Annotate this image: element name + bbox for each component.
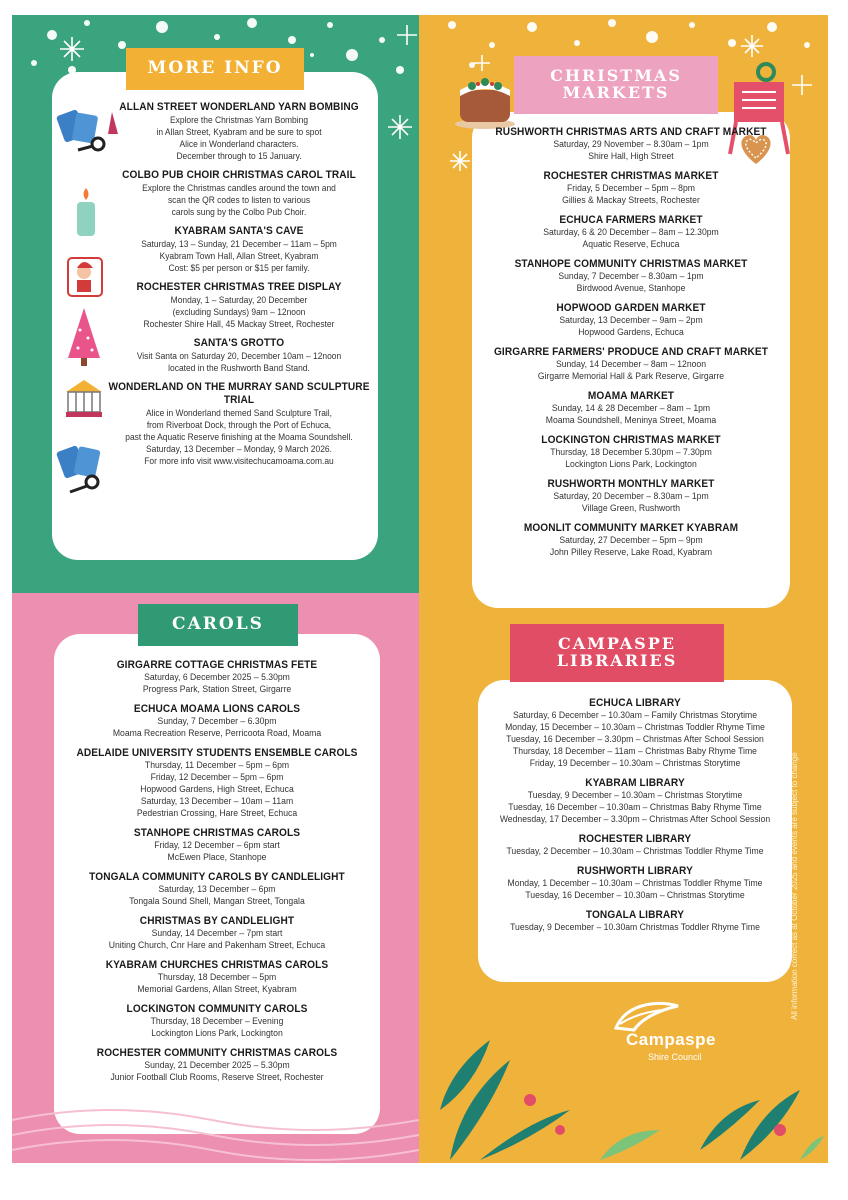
event-detail: Tuesday, 16 December – 10.30am – Christmas Storytime — [525, 890, 745, 901]
event-detail: Sunday, 14 December – 8am – 12noon — [555, 359, 707, 370]
event-detail: December through to 15 January. — [176, 150, 302, 161]
event-detail: Sunday, 7 December – 6.30pm — [157, 716, 277, 727]
event-detail: Saturday, 13 December – 9am – 2pm — [559, 315, 703, 326]
carols-heading-text: CAROLS — [172, 614, 264, 635]
event-title: ROCHESTER CHRISTMAS TREE DISPLAY — [136, 281, 342, 293]
event-detail: Thursday, 18 December – Evening — [150, 1016, 284, 1027]
event-detail: Hopwood Gardens, Echuca — [578, 327, 684, 338]
side-note-text: All information correct as at October 2025 and events are subject to change — [790, 752, 799, 1020]
event-item — [480, 126, 782, 163]
christmas-cake-icon — [450, 66, 520, 132]
event-detail: Alice in Wonderland themed Sand Sculpture Trail, — [145, 407, 333, 418]
event-detail: scan the QR codes to listen to various — [167, 194, 311, 205]
event-item — [484, 865, 786, 902]
logo-sub: Shire Council — [648, 1052, 702, 1062]
event-title: RUSHWORTH LIBRARY — [577, 865, 693, 877]
event-detail: McEwen Place, Stanhope — [167, 852, 267, 863]
event-detail: Visit Santa on Saturday 20, December 10am – 12noon — [136, 350, 342, 361]
event-item — [484, 697, 786, 770]
event-detail: Saturday, 20 December – 8.30am – 1pm — [553, 491, 709, 502]
event-detail: Friday, 5 December – 5pm – 8pm — [567, 183, 695, 194]
event-detail: Friday, 19 December – 10.30am – Christmas Storytime — [529, 758, 741, 769]
event-item — [484, 909, 786, 934]
event-detail: from Riverboat Dock, through the Port of Echuca, — [146, 419, 332, 430]
event-title: LOCKINGTON CHRISTMAS MARKET — [541, 434, 721, 446]
event-detail: Explore the Christmas candles around the town and — [142, 182, 336, 193]
event-title: LOCKINGTON COMMUNITY CAROLS — [126, 1003, 308, 1015]
event-detail: Sunday, 14 December – 7pm start — [151, 928, 283, 939]
event-item — [96, 281, 382, 330]
event-title: ROCHESTER COMMUNITY CHRISTMAS CAROLS — [96, 1047, 338, 1059]
event-detail: Sunday, 7 December – 8.30am – 1pm — [558, 271, 704, 282]
event-detail: Moama Soundshell, Meninya Street, Moama — [545, 415, 717, 426]
event-item — [480, 346, 782, 383]
event-title: GIRGARRE COTTAGE CHRISTMAS FETE — [116, 659, 318, 671]
leaf-icon — [420, 990, 828, 1162]
logo-name: Campaspe — [626, 1030, 716, 1049]
event-detail: Birdwood Avenue, Stanhope — [576, 283, 686, 294]
event-title: WONDERLAND ON THE MURRAY SAND SCULPTURE TRIAL — [108, 381, 370, 406]
event-title: TONGALA LIBRARY — [585, 909, 685, 921]
event-item — [64, 703, 370, 740]
event-detail: Sunday, 14 & 28 December – 8am – 1pm — [551, 403, 711, 414]
more-info-heading-text: MORE INFO — [147, 58, 283, 79]
libraries-heading — [510, 624, 724, 682]
event-detail: Junior Football Club Rooms, Reserve Street, Rochester — [110, 1072, 324, 1083]
event-title: KYABRAM LIBRARY — [585, 777, 685, 789]
event-detail: For more info visit www.visitechucamoama.com.au — [144, 455, 334, 466]
event-title: TONGALA COMMUNITY CAROLS BY CANDLELIGHT — [89, 871, 345, 883]
event-detail: Saturday, 6 December 2025 – 5.30pm — [144, 672, 290, 683]
event-item — [64, 659, 370, 696]
event-detail: Rochester Shire Hall, 45 Mackay Street, Rochester — [143, 318, 335, 329]
event-title: ROCHESTER LIBRARY — [578, 833, 692, 845]
markets-heading-line2: MARKETS — [562, 83, 670, 102]
event-detail: Tuesday, 9 December – 10.30am Christmas Toddler Rhyme Time — [510, 922, 760, 933]
event-item — [64, 1047, 370, 1084]
event-detail: Hopwood Gardens, High Street, Echuca — [140, 784, 294, 795]
event-title: STANHOPE COMMUNITY CHRISTMAS MARKET — [514, 258, 748, 270]
event-item — [96, 101, 382, 162]
event-detail: Thursday, 18 December – 11am – Christmas Baby Rhyme Time — [513, 746, 757, 757]
event-item — [64, 871, 370, 908]
event-detail: Gillies & Mackay Streets, Rochester — [562, 195, 700, 206]
event-detail: Saturday, 29 November – 8.30am – 1pm — [553, 139, 709, 150]
event-detail: Uniting Church, Cnr Hare and Pakenham Street, Echuca — [108, 940, 326, 951]
side-note — [790, 740, 802, 1020]
event-detail: Shire Hall, High Street — [588, 151, 674, 162]
event-item — [64, 1003, 370, 1040]
event-detail: Explore the Christmas Yarn Bombing — [169, 114, 309, 125]
event-title: GIRGARRE FARMERS' PRODUCE AND CRAFT MARKET — [493, 346, 769, 358]
event-detail: Tuesday, 9 December – 10.30am – Christmas Storytime — [527, 790, 743, 801]
event-item — [96, 225, 382, 274]
event-detail: Lockington Lions Park, Lockington — [565, 459, 697, 470]
event-detail: (excluding Sundays) 9am – 12noon — [172, 306, 306, 317]
carols-heading — [138, 604, 298, 646]
event-item — [484, 777, 786, 826]
event-title: RUSHWORTH CHRISTMAS ARTS AND CRAFT MARKET — [495, 126, 767, 138]
event-detail: Tongala Sound Shell, Mangan Street, Tongala — [129, 896, 305, 907]
event-title: ROCHESTER CHRISTMAS MARKET — [543, 170, 719, 182]
event-item — [96, 381, 382, 467]
event-detail: Wednesday, 17 December – 3.30pm – Christmas After School Session — [499, 814, 771, 825]
event-title: STANHOPE CHRISTMAS CAROLS — [133, 827, 301, 839]
leaf-icon — [12, 1080, 419, 1163]
event-item — [480, 214, 782, 251]
markets-list — [480, 126, 782, 566]
event-detail: Kyabram Town Hall, Allan Street, Kyabram — [159, 250, 319, 261]
event-detail: in Allan Street, Kyabram and be sure to spot — [156, 126, 322, 137]
event-detail: Saturday, 27 December – 5pm – 9pm — [559, 535, 703, 546]
event-detail: Tuesday, 2 December – 10.30am – Christmas Toddler Rhyme Time — [506, 846, 764, 857]
event-detail: Saturday, 6 December – 10.30am – Family Christmas Storytime — [512, 710, 758, 721]
event-item — [480, 170, 782, 207]
event-title: ADELAIDE UNIVERSITY STUDENTS ENSEMBLE CAROLS — [76, 747, 358, 759]
event-detail: Saturday, 13 – Sunday, 21 December – 11am – 5pm — [141, 238, 337, 249]
event-detail: Friday, 12 December – 5pm – 6pm — [150, 772, 284, 783]
event-item — [96, 337, 382, 374]
more-info-heading — [126, 48, 304, 90]
event-detail: Moama Recreation Reserve, Perricoota Road, Moama — [112, 728, 322, 739]
event-detail: located in the Rushworth Band Stand. — [168, 362, 310, 373]
event-title: MOAMA MARKET — [587, 390, 675, 402]
event-detail: Monday, 15 December – 10.30am – Christmas Toddler Rhyme Time — [505, 722, 765, 733]
event-title: CHRISTMAS BY CANDLELIGHT — [139, 915, 295, 927]
libraries-heading-line2: LIBRARIES — [556, 651, 678, 670]
event-item — [480, 522, 782, 559]
event-item — [64, 827, 370, 864]
event-title: HOPWOOD GARDEN MARKET — [556, 302, 706, 314]
markets-heading — [514, 56, 718, 114]
event-title: KYABRAM SANTA'S CAVE — [174, 225, 304, 237]
event-detail: Pedestrian Crossing, Hare Street, Echuca — [136, 808, 298, 819]
event-detail: Memorial Gardens, Allan Street, Kyabram — [137, 984, 297, 995]
event-item — [480, 258, 782, 295]
event-detail: carols sung by the Colbo Pub Choir. — [171, 206, 307, 217]
event-detail: Thursday, 18 December 5.30pm – 7.30pm — [550, 447, 712, 458]
event-title: RUSHWORTH MONTHLY MARKET — [547, 478, 715, 490]
event-detail: Sunday, 21 December 2025 – 5.30pm — [144, 1060, 290, 1071]
event-title: ECHUCA LIBRARY — [589, 697, 681, 709]
event-item — [64, 915, 370, 952]
event-detail: John Pilley Reserve, Lake Road, Kyabram — [549, 547, 713, 558]
event-detail: Monday, 1 December – 10.30am – Christmas Toddler Rhyme Time — [507, 878, 763, 889]
event-title: ALLAN STREET WONDERLAND YARN BOMBING — [119, 101, 359, 113]
event-detail: Tuesday, 16 December – 10.30am – Christmas Baby Rhyme Time — [508, 802, 762, 813]
event-item — [64, 959, 370, 996]
event-detail: Saturday, 13 December – 10am – 11am — [140, 796, 294, 807]
event-detail: Friday, 12 December – 6pm start — [154, 840, 280, 851]
event-item — [484, 833, 786, 858]
event-detail: Saturday, 6 & 20 December – 8am – 12.30pm — [543, 227, 719, 238]
event-detail: Saturday, 13 December – Monday, 9 March 2026. — [146, 443, 332, 454]
markets-heading-line1: CHRISTMAS — [550, 66, 682, 86]
event-detail: Monday, 1 – Saturday, 20 December — [170, 294, 308, 305]
event-detail: Progress Park, Station Street, Girgarre — [142, 684, 292, 695]
event-detail: Cost: $5 per person or $15 per family. — [168, 262, 310, 273]
more-info-list — [96, 101, 382, 474]
event-detail: Thursday, 18 December – 5pm — [157, 972, 277, 983]
event-item — [96, 169, 382, 218]
event-title: SANTA'S GROTTO — [193, 337, 285, 349]
event-detail: Saturday, 13 December – 6pm — [158, 884, 276, 895]
event-title: MOONLIT COMMUNITY MARKET KYABRAM — [523, 522, 739, 534]
event-detail: Aquatic Reserve, Echuca — [582, 239, 680, 250]
event-detail: Village Green, Rushworth — [581, 503, 681, 514]
event-item — [480, 434, 782, 471]
event-detail: Lockington Lions Park, Lockington — [151, 1028, 283, 1039]
event-item — [480, 478, 782, 515]
event-title: ECHUCA FARMERS MARKET — [559, 214, 703, 226]
event-item — [480, 390, 782, 427]
event-detail: past the Aquatic Reserve finishing at the Moama Soundshell. — [125, 431, 353, 442]
libraries-heading-line1: CAMPASPE — [558, 634, 676, 654]
carols-list — [64, 659, 370, 1091]
event-title: ECHUCA MOAMA LIONS CAROLS — [133, 703, 301, 715]
event-detail: Tuesday, 16 December – 3.30pm – Christmas After School Session — [506, 734, 764, 745]
event-detail: Thursday, 11 December – 5pm – 6pm — [144, 760, 290, 771]
event-item — [480, 302, 782, 339]
event-detail: Alice in Wonderland characters. — [179, 138, 299, 149]
event-title: KYABRAM CHURCHES CHRISTMAS CAROLS — [105, 959, 329, 971]
event-detail: Girgarre Memorial Hall & Park Reserve, Girgarre — [537, 371, 725, 382]
libraries-list — [484, 697, 786, 941]
event-title: COLBO PUB CHOIR CHRISTMAS CAROL TRAIL — [122, 169, 356, 181]
event-item — [64, 747, 370, 820]
